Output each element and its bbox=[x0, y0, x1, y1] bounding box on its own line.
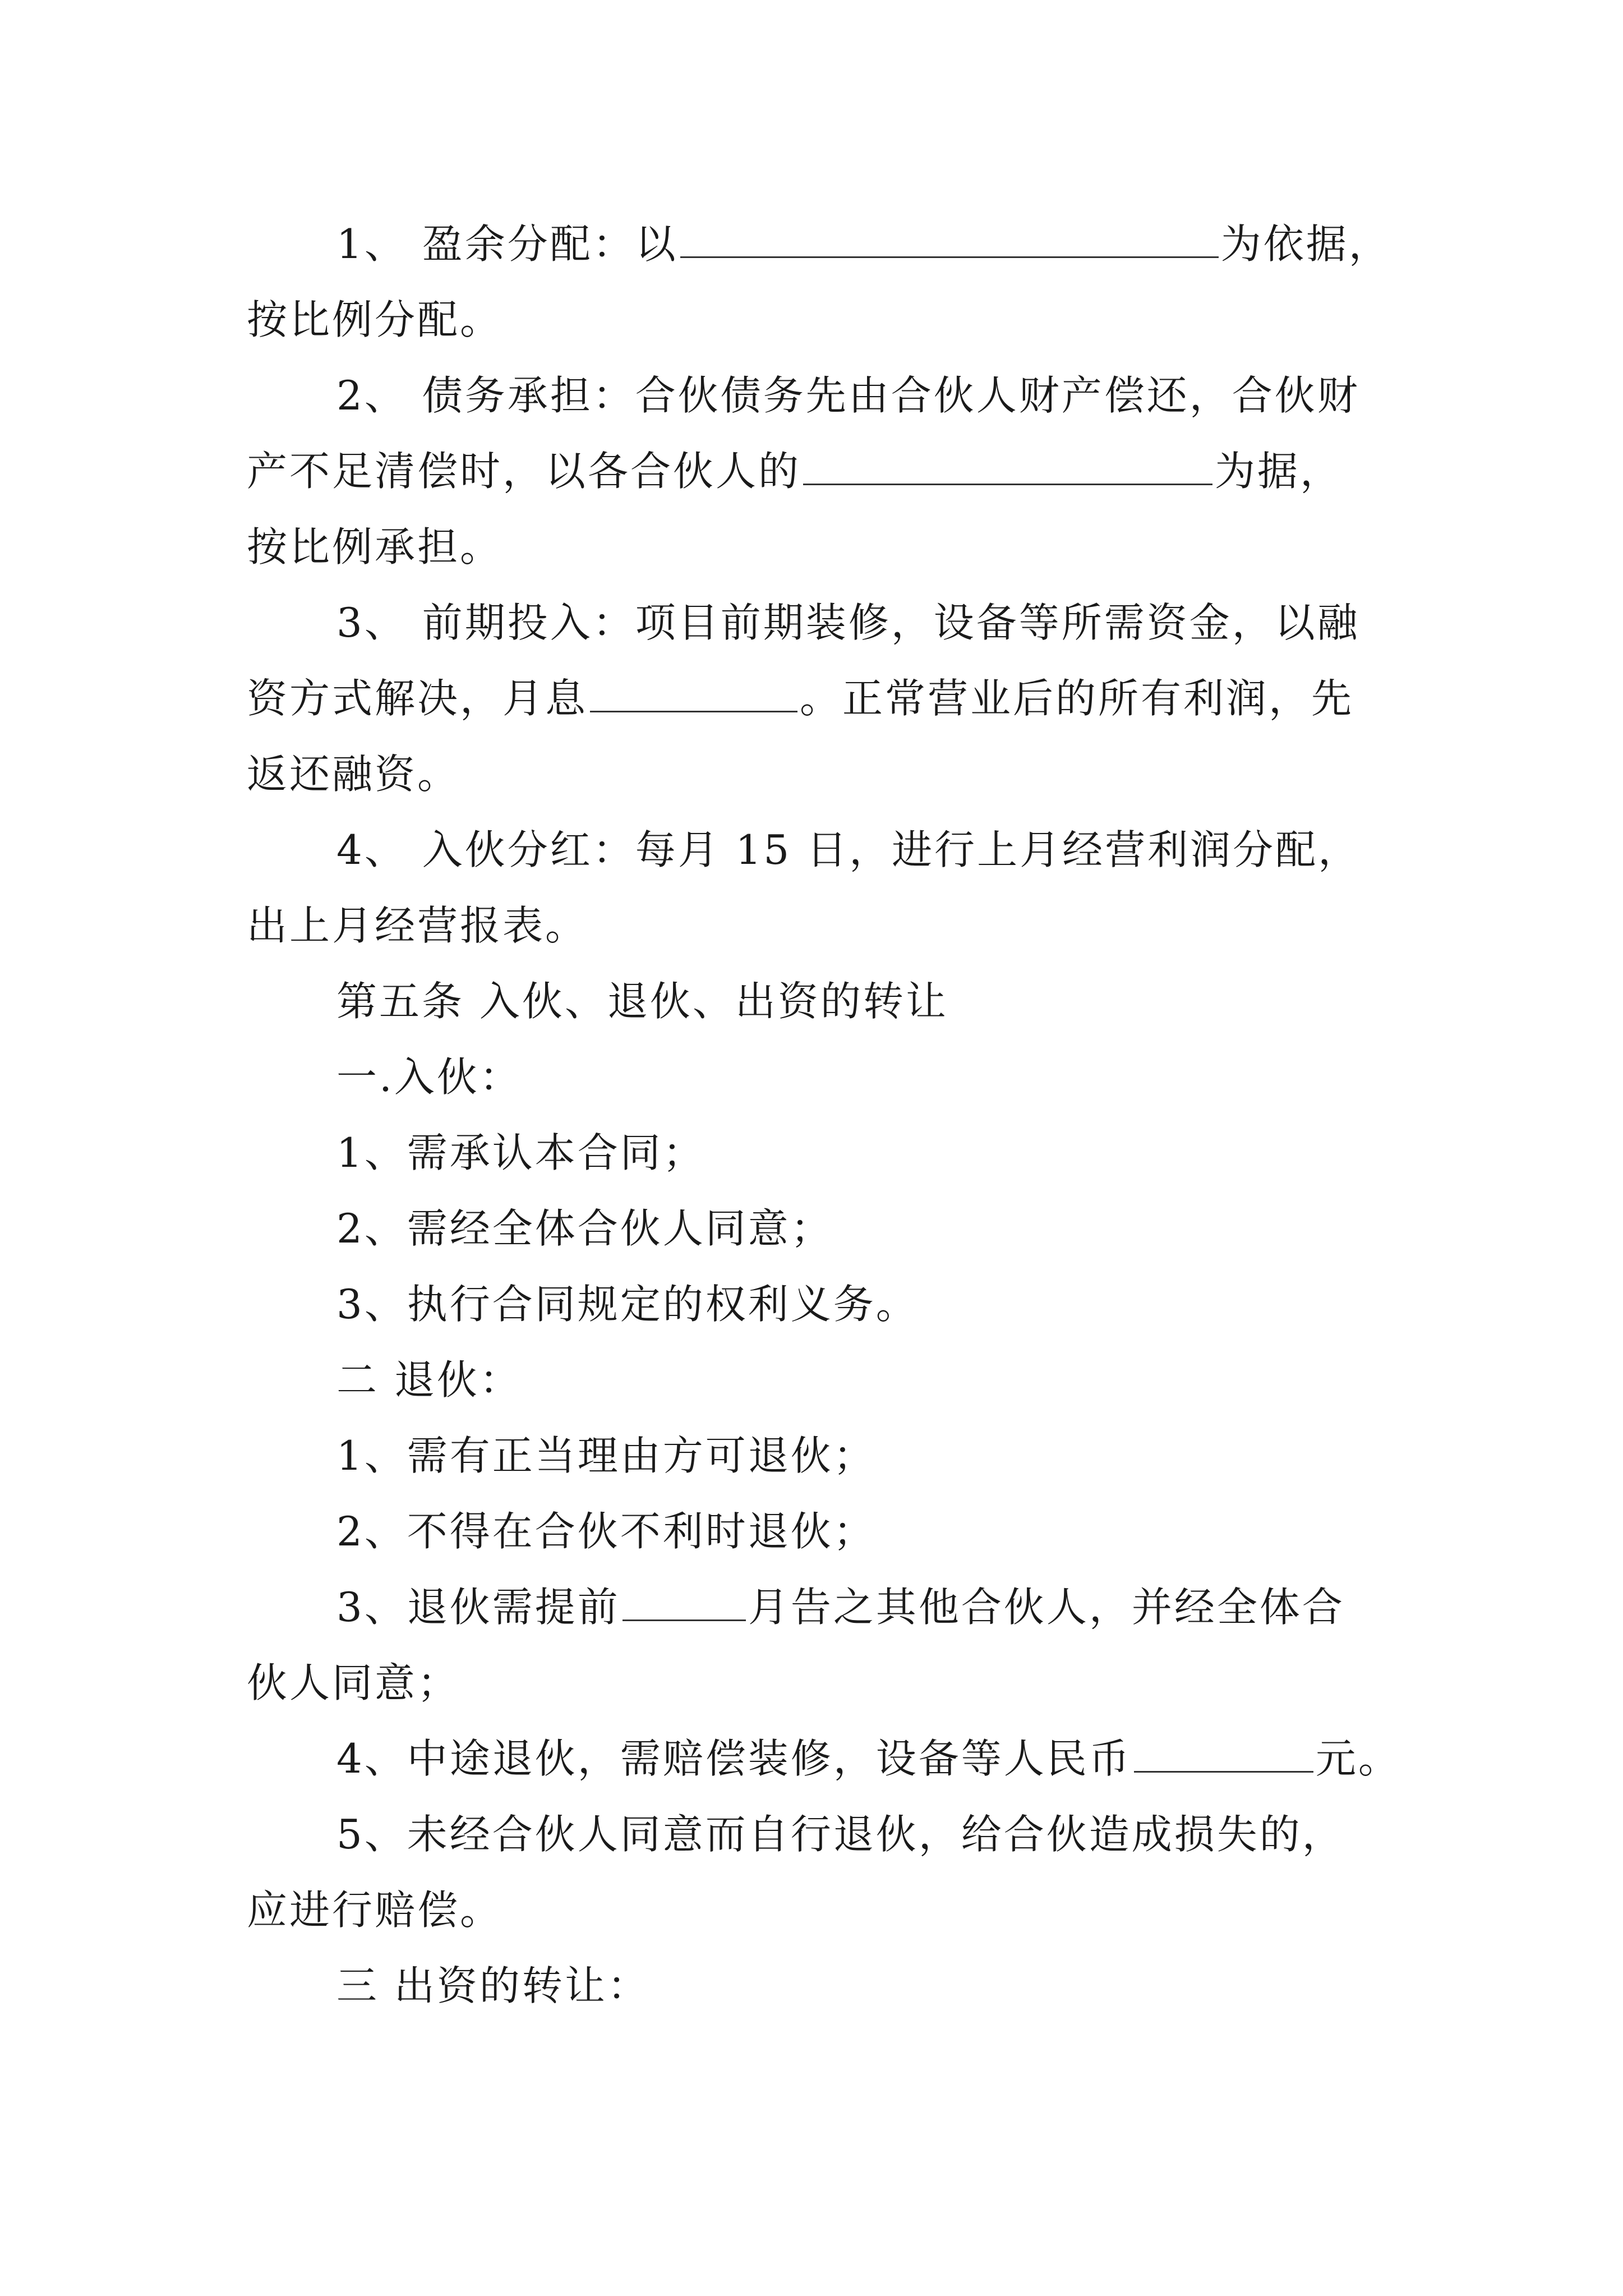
withdraw-item-3-cont: 伙人同意； bbox=[247, 1659, 460, 1706]
withdraw-item-1: 1、需有正当理由方可退伙； bbox=[336, 1432, 876, 1479]
withdraw-item-4-suffix: 元。 bbox=[1315, 1735, 1401, 1782]
initial-investment-cont: 返还融资。 bbox=[247, 751, 460, 798]
join-item-2: 2、需经全体合伙人同意； bbox=[336, 1205, 833, 1252]
debt-bearing-prefix: 产不足清偿时，以各合伙人的 bbox=[247, 448, 801, 495]
withdraw-item-5: 5、未经合伙人同意而自行退伙，给合伙造成损失的， bbox=[336, 1811, 1345, 1858]
withdraw-item-3 bbox=[336, 1579, 1345, 1635]
section-transfer-heading: 三 出资的转让： bbox=[336, 1962, 650, 2009]
join-item-3: 3、执行合同规定的权利义务。 bbox=[336, 1281, 919, 1328]
dividend-cont: 出上月经营报表。 bbox=[247, 902, 588, 949]
profit-distribution-suffix: 为依据， bbox=[1220, 220, 1391, 268]
initial-investment-prefix: 资方式解决，月息 bbox=[247, 675, 588, 722]
monthly-interest-blank[interactable] bbox=[590, 671, 797, 712]
initial-investment-line1: 3、 前期投入：项目前期装修，设备等所需资金，以融 bbox=[336, 599, 1360, 646]
withdraw-item-4 bbox=[336, 1731, 1401, 1787]
profit-distribution-cont: 按比例分配。 bbox=[247, 296, 503, 343]
article-five-heading: 第五条 入伙、退伙、出资的转让 bbox=[336, 978, 948, 1025]
withdraw-item-4-prefix: 4、中途退伙，需赔偿装修，设备等人民币 bbox=[336, 1735, 1132, 1782]
dividend-line1: 4、 入伙分红：每月 15 日，进行上月经营利润分配， bbox=[336, 826, 1361, 873]
debt-bearing-line1: 2、 债务承担：合伙债务先由合伙人财产偿还，合伙财 bbox=[336, 372, 1360, 419]
withdraw-item-3-prefix: 3、退伙需提前 bbox=[336, 1584, 620, 1631]
profit-distribution-prefix: 1、 盈余分配：以 bbox=[336, 220, 678, 268]
profit-distribution-line bbox=[336, 216, 1391, 272]
withdraw-item-5-cont: 应进行赔偿。 bbox=[247, 1887, 503, 1934]
notice-months-blank[interactable] bbox=[623, 1580, 746, 1621]
join-item-1: 1、需承认本合同； bbox=[336, 1129, 706, 1176]
debt-basis-blank[interactable] bbox=[803, 444, 1212, 485]
section-withdraw-heading: 二 退伙： bbox=[336, 1356, 522, 1404]
initial-investment-line2 bbox=[247, 670, 1354, 726]
debt-bearing-suffix: 为据， bbox=[1215, 448, 1343, 495]
debt-bearing-line2 bbox=[247, 443, 1343, 499]
section-join-heading: 一.入伙： bbox=[336, 1053, 522, 1101]
withdraw-item-3-suffix: 月告之其他合伙人，并经全体合 bbox=[748, 1584, 1345, 1631]
profit-basis-blank[interactable] bbox=[680, 217, 1219, 258]
initial-investment-suffix: 。正常营业后的所有利润，先 bbox=[800, 675, 1354, 722]
compensation-amount-blank[interactable] bbox=[1134, 1732, 1313, 1773]
debt-bearing-cont: 按比例承担。 bbox=[247, 523, 503, 570]
withdraw-item-2: 2、不得在合伙不利时退伙； bbox=[336, 1508, 876, 1555]
